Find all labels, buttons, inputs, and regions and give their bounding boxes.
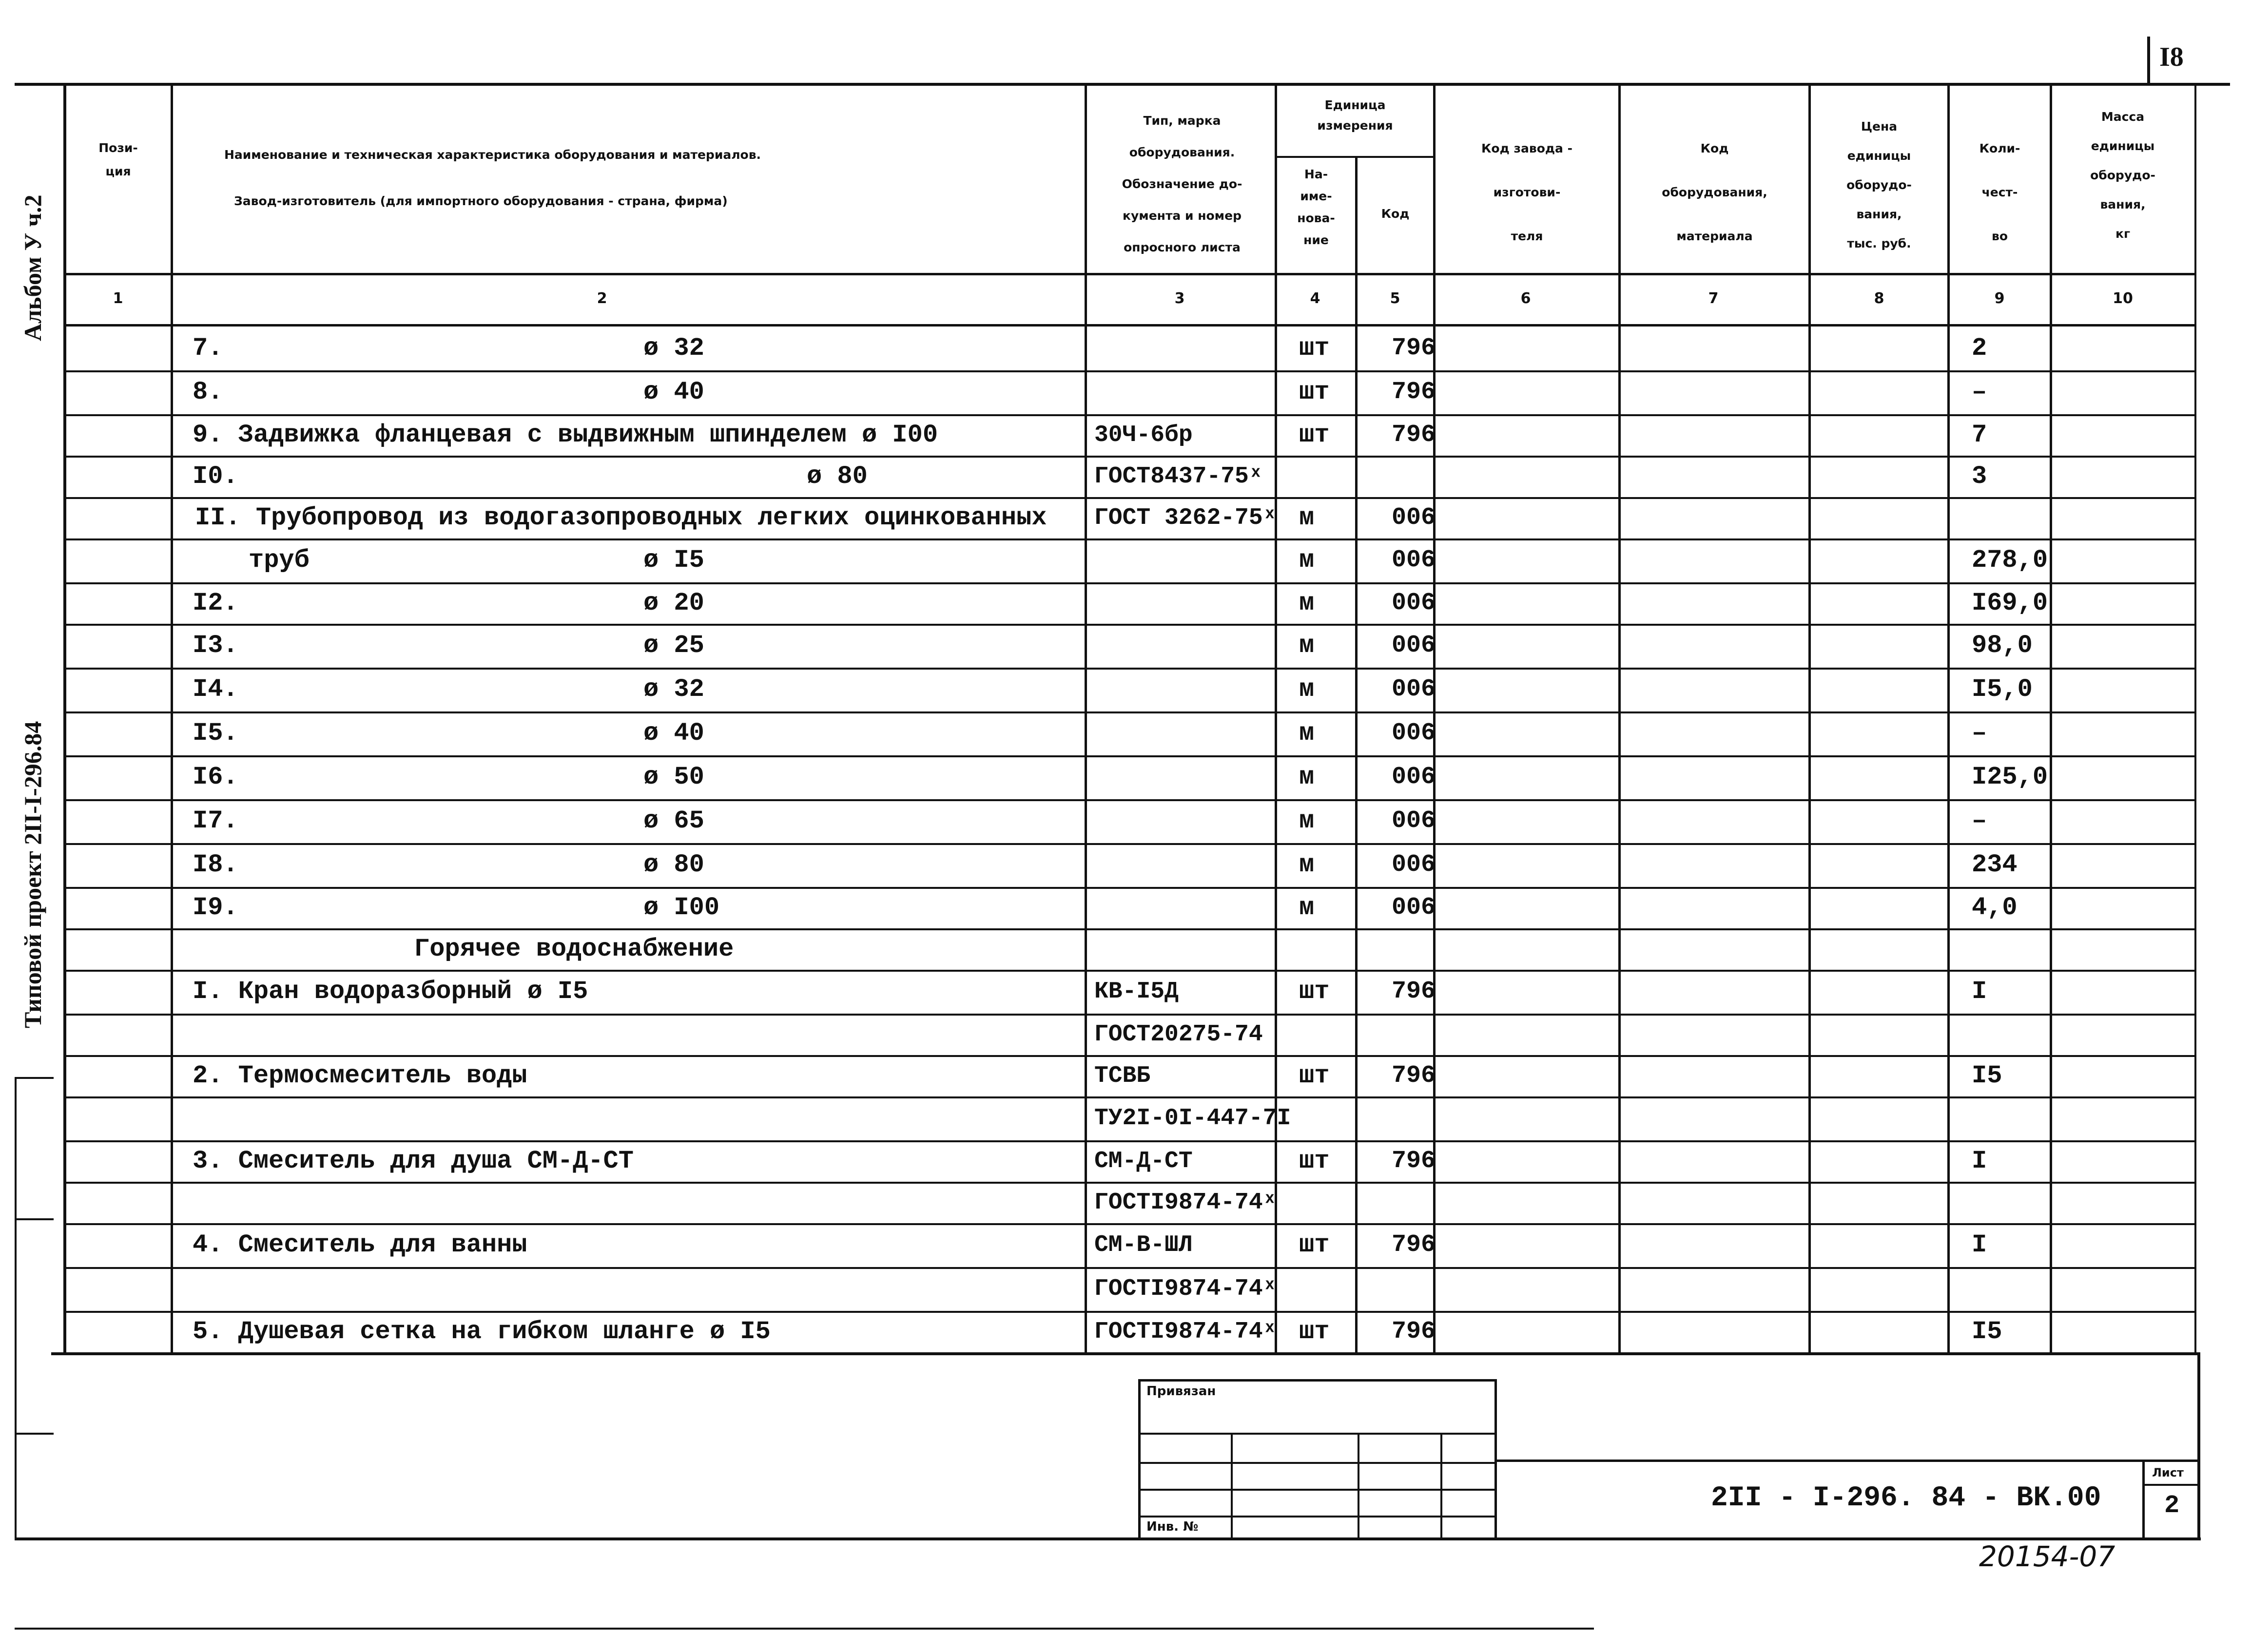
page-number: I8 xyxy=(2159,42,2184,72)
item-name: 9. Задвижка фланцевая с выдвижным шпинделем ø I00 xyxy=(193,420,938,449)
item-diameter: ø 20 xyxy=(643,588,704,617)
item-type-doc: СМ-Д-СТ xyxy=(1094,1148,1193,1174)
item-unit: м xyxy=(1299,850,1315,879)
item-type-doc: ГОСТ 3262-75ˣ xyxy=(1094,504,1277,531)
item-name: Горячее водоснабжение xyxy=(414,934,734,963)
item-quantity: I5 xyxy=(1972,1061,2002,1090)
item-quantity: – xyxy=(1972,378,1987,406)
item-unit: м xyxy=(1299,631,1315,660)
item-unit-code: 796 xyxy=(1392,1231,1436,1259)
item-type-doc: ГОСТ8437-75ˣ xyxy=(1094,463,1263,490)
item-diameter: ø 80 xyxy=(643,850,704,879)
frame-top xyxy=(15,83,2230,86)
item-name: I9. xyxy=(193,893,238,922)
item-unit-code: 796 xyxy=(1392,378,1436,406)
table-left-border xyxy=(63,86,66,1355)
header-name: Наименование и техническая характеристика оборудования и материалов. Завод-изготовитель (для импортного оборудования - страна, фирма) xyxy=(224,148,761,208)
item-name: I0. xyxy=(193,461,238,491)
column-number: 10 xyxy=(2113,290,2133,307)
header-equipment-code: Код оборудования, материала xyxy=(1662,141,1767,243)
item-unit-code: 796 xyxy=(1392,334,1436,362)
column-number: 5 xyxy=(1390,290,1400,307)
item-quantity: 234 xyxy=(1972,850,2018,879)
column-number: 4 xyxy=(1310,290,1320,307)
item-type-doc: ГОСТI9874-74ˣ xyxy=(1094,1189,1277,1216)
item-name: I3. xyxy=(193,631,238,660)
item-type-doc: ГОСТI9874-74ˣ xyxy=(1094,1318,1277,1345)
document-designation: 2II - I-296. 84 - ВК.00 xyxy=(1711,1482,2101,1514)
item-unit-code: 796 xyxy=(1392,1061,1436,1090)
item-unit-code: 006 xyxy=(1392,632,1436,659)
item-unit-code: 006 xyxy=(1392,851,1436,879)
side-label-album: Альбом У ч.2 xyxy=(19,194,46,341)
item-quantity: I5 xyxy=(1972,1317,2002,1346)
item-unit: шт xyxy=(1299,977,1330,1006)
item-unit-code: 006 xyxy=(1392,589,1436,617)
item-diameter: ø 50 xyxy=(643,763,704,791)
item-name: I2. xyxy=(193,588,238,617)
item-unit: шт xyxy=(1299,1146,1330,1175)
item-type-doc: 30Ч-6бр xyxy=(1094,422,1193,448)
item-unit: м xyxy=(1299,719,1315,748)
item-quantity: 98,0 xyxy=(1972,631,2033,660)
item-unit: шт xyxy=(1299,1230,1330,1259)
item-unit: м xyxy=(1299,675,1315,704)
item-name: труб xyxy=(249,546,310,575)
header-mass: Масса единицы оборудо- вания, кг xyxy=(2090,110,2155,241)
item-quantity: I25,0 xyxy=(1972,763,2048,791)
item-quantity: 3 xyxy=(1972,461,1987,491)
header-unit: Единица измерения xyxy=(1317,98,1393,133)
header-unit-code: Код xyxy=(1381,207,1410,221)
item-quantity: 7 xyxy=(1972,420,1987,449)
item-unit: м xyxy=(1299,503,1315,532)
header-position: Пози- ция xyxy=(98,141,138,178)
item-unit: шт xyxy=(1299,1317,1330,1346)
item-quantity: – xyxy=(1972,807,1987,835)
column-number: 7 xyxy=(1708,290,1719,307)
item-diameter: ø 80 xyxy=(807,461,868,491)
side-label-project: Типовой проект 2II-I-296.84 xyxy=(19,721,46,1028)
header-maker-code: Код завода - изготови- теля xyxy=(1481,141,1573,243)
item-type-doc: ТСВБ xyxy=(1094,1062,1151,1089)
item-unit-code: 006 xyxy=(1392,546,1436,574)
item-unit: м xyxy=(1299,588,1315,617)
header-price: Цена единицы оборудо- вания, тыс. руб. xyxy=(1846,119,1912,250)
item-type-doc: СМ-В-ШЛ xyxy=(1094,1232,1193,1258)
item-unit-code: 006 xyxy=(1392,675,1436,703)
item-type-doc: КВ-I5Д xyxy=(1094,979,1179,1005)
column-number: 2 xyxy=(597,290,607,307)
sheet-number: 2 xyxy=(2164,1491,2180,1520)
item-name: 5. Душевая сетка на гибком шланге ø I5 xyxy=(193,1317,771,1346)
item-unit-code: 796 xyxy=(1392,978,1436,1005)
item-quantity: I xyxy=(1972,1146,1987,1175)
item-quantity: 2 xyxy=(1972,334,1987,363)
item-type-doc: ГОСТ20275-74 xyxy=(1094,1021,1263,1048)
stamp-attached-label: Привязан xyxy=(1146,1384,1216,1399)
item-unit: м xyxy=(1299,763,1315,791)
item-diameter: ø 40 xyxy=(643,378,704,406)
item-quantity: 278,0 xyxy=(1972,546,2048,575)
item-quantity: I xyxy=(1972,977,1987,1006)
header-quantity: Коли- чест- во xyxy=(1979,141,2020,243)
item-name: I. Кран водоразборный ø I5 xyxy=(193,977,588,1006)
item-diameter: ø I00 xyxy=(643,893,720,922)
item-name: 4. Смеситель для ванны xyxy=(193,1230,527,1259)
header-unit-name: На- име- нова- ние xyxy=(1297,167,1335,247)
item-quantity: 4,0 xyxy=(1972,893,2018,922)
item-unit: м xyxy=(1299,546,1315,575)
item-unit: шт xyxy=(1299,378,1330,406)
item-unit-code: 796 xyxy=(1392,1317,1436,1345)
item-type-doc: ТУ2I-0I-447-7I xyxy=(1094,1105,1291,1132)
item-name: I5. xyxy=(193,719,238,748)
item-unit-code: 006 xyxy=(1392,807,1436,835)
item-name: II. Трубопровод из водогазопроводных легких оцинкованных xyxy=(195,503,1047,532)
frame-bottom xyxy=(15,1537,2201,1540)
item-unit-code: 796 xyxy=(1392,421,1436,449)
item-unit: м xyxy=(1299,807,1315,835)
column-number: 9 xyxy=(1994,290,2005,307)
item-diameter: ø 32 xyxy=(643,334,704,363)
item-quantity: I xyxy=(1972,1230,1987,1259)
item-name: I4. xyxy=(193,675,238,704)
item-name: I8. xyxy=(193,850,238,879)
item-diameter: ø 25 xyxy=(643,631,704,660)
item-diameter: ø 40 xyxy=(643,719,704,748)
item-unit-code: 006 xyxy=(1392,893,1436,922)
item-diameter: ø 32 xyxy=(643,675,704,704)
column-number: 1 xyxy=(113,290,123,307)
item-unit: шт xyxy=(1299,420,1330,449)
item-unit: шт xyxy=(1299,1061,1330,1090)
column-number: 6 xyxy=(1520,290,1531,307)
item-unit-code: 006 xyxy=(1392,763,1436,791)
item-quantity: – xyxy=(1972,719,1987,748)
item-unit: м xyxy=(1299,893,1315,922)
item-unit-code: 006 xyxy=(1392,719,1436,747)
item-name: I7. xyxy=(193,807,238,835)
stamp-inv-label: Инв. № xyxy=(1146,1519,1199,1534)
item-name: I6. xyxy=(193,763,238,791)
item-name: 3. Смеситель для душа СМ-Д-СТ xyxy=(193,1146,634,1175)
column-number: 3 xyxy=(1174,290,1185,307)
header-type: Тип, марка оборудования. Обозначение до- кумента и номер опросного листа xyxy=(1122,114,1242,254)
item-diameter: ø 65 xyxy=(643,807,704,835)
handwritten-number: 20154-07 xyxy=(1979,1540,2115,1573)
column-number: 8 xyxy=(1874,290,1884,307)
item-name: 7. xyxy=(193,334,223,363)
item-quantity: I69,0 xyxy=(1972,588,2048,617)
item-type-doc: ГОСТI9874-74ˣ xyxy=(1094,1276,1277,1302)
item-name: 2. Термосмеситель воды xyxy=(193,1061,527,1090)
item-unit: шт xyxy=(1299,334,1330,363)
sheet-label: Лист xyxy=(2152,1466,2184,1479)
item-name: 8. xyxy=(193,378,223,406)
item-unit-code: 006 xyxy=(1392,503,1436,532)
item-quantity: I5,0 xyxy=(1972,675,2033,704)
item-diameter: ø I5 xyxy=(643,546,704,575)
item-unit-code: 796 xyxy=(1392,1147,1436,1175)
